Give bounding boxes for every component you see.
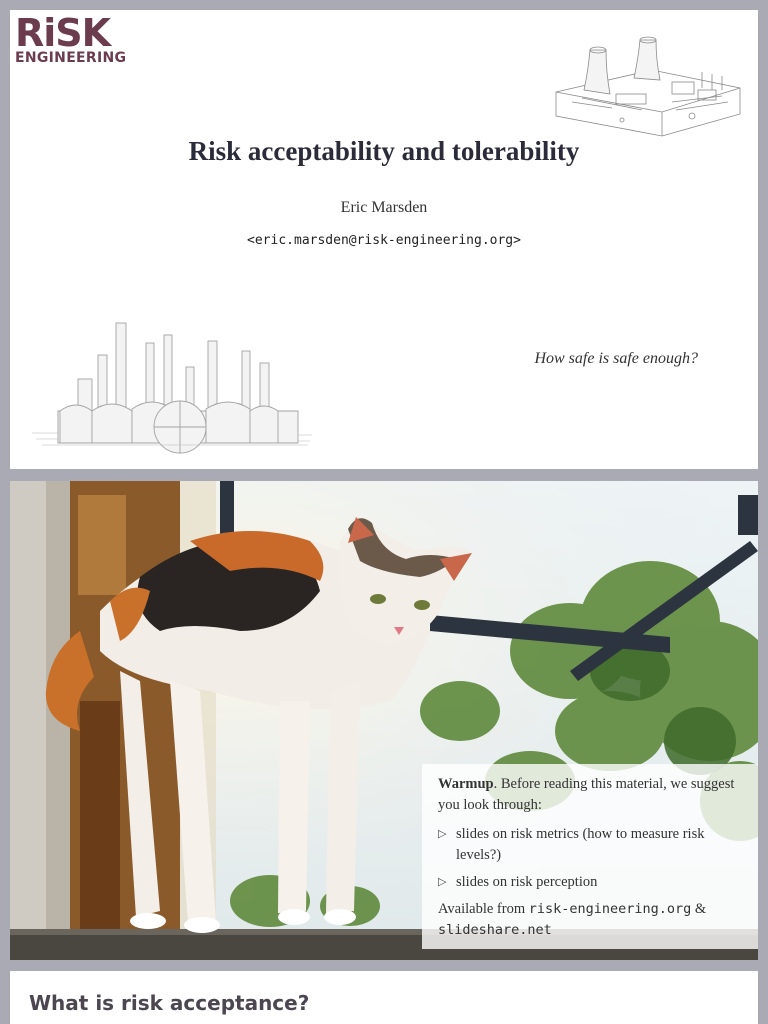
tagline: How safe is safe enough? xyxy=(534,350,698,367)
warmup-intro xyxy=(438,774,742,816)
list-item-text: slides on risk perception xyxy=(456,874,598,890)
logo-wordmark: RiSK xyxy=(15,11,111,55)
warmup-slide xyxy=(10,481,758,960)
author-name: Eric Marsden xyxy=(340,199,428,216)
site-link-slideshare[interactable]: slideshare.net xyxy=(438,922,552,938)
list-item xyxy=(438,824,742,866)
warmup-text: . Before reading this material, we suggest you look through: xyxy=(438,776,735,813)
site-link-risk-engineering[interactable]: risk-engineering.org xyxy=(528,901,692,917)
author-email: <eric.marsden@risk-engineering.org> xyxy=(247,233,521,248)
ampersand: & xyxy=(691,901,707,917)
warmup-label: Warmup xyxy=(438,776,494,792)
list-item xyxy=(438,872,742,893)
power-plant-illustration xyxy=(552,32,744,140)
slide-title: Risk acceptability and tolerability xyxy=(188,136,580,166)
warmup-box xyxy=(422,764,758,949)
logo-subtitle: ENGINEERING xyxy=(15,50,127,66)
risk-engineering-logo xyxy=(15,11,127,66)
refinery-illustration xyxy=(28,315,313,455)
risk-acceptance-slide xyxy=(10,971,758,1024)
list-item-text: slides on risk metrics (how to measure risk levels?) xyxy=(456,826,705,863)
warmup-list xyxy=(438,824,742,893)
triangle-bullet-icon: ▷ xyxy=(438,876,447,888)
title-slide xyxy=(10,10,758,469)
available-from xyxy=(438,899,742,941)
available-prefix: Available from xyxy=(438,901,529,917)
slide-title: What is risk acceptance? xyxy=(29,991,310,1015)
triangle-bullet-icon: ▷ xyxy=(438,828,447,840)
